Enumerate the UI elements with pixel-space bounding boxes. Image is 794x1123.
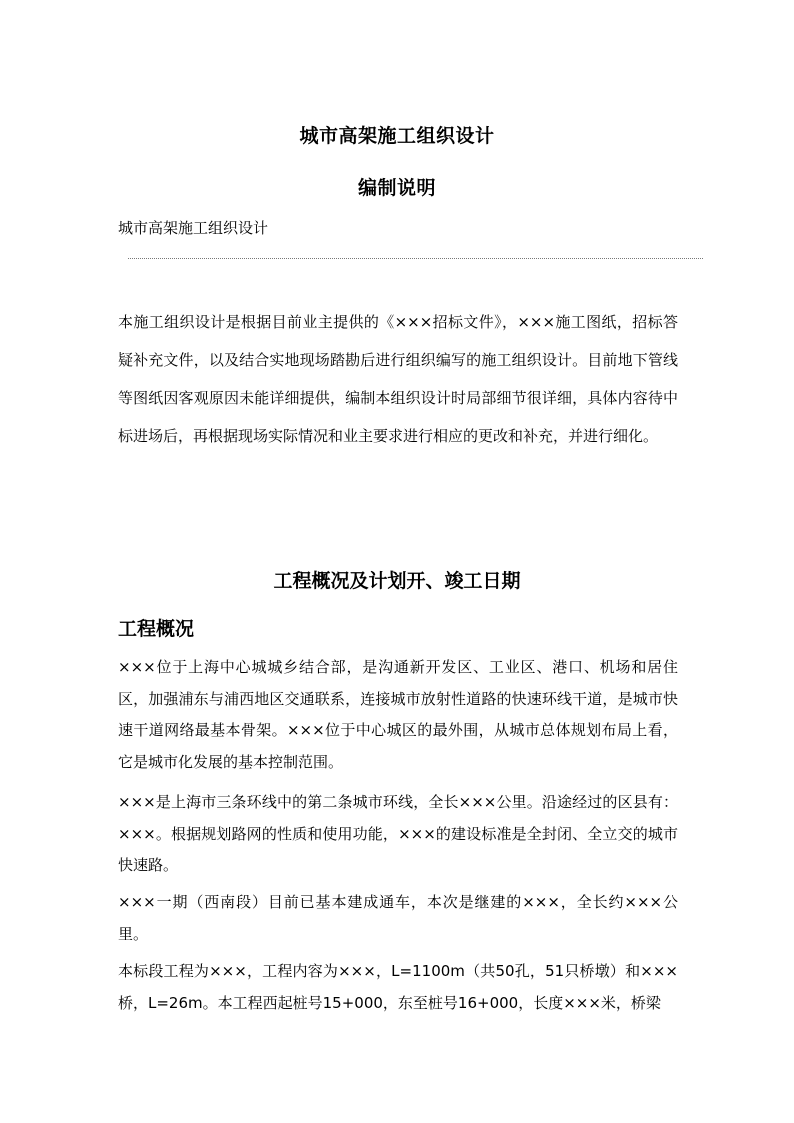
intro-paragraph: 本施工组织设计是根据目前业主提供的《×××招标文件》，×××施工图纸，招标答疑补充文件，以及结合实地现场踏勘后进行组织编写的施工组织设计。目前地下管线等图纸因客观原因未能详细提供，编制本组织设计时局部细节很详细，具体内容待中标进场后，再根据现场实际情况和业主要求进行相应的更改和补充，并进行细化。 (118, 313, 678, 445)
document-title: 城市高架施工组织设计 (299, 125, 495, 147)
body-paragraph-1: ×××位于上海中心城城乡结合部，是沟通新开发区、工业区、港口、机场和居住区，加强浦东与浦西地区交通联系，连接城市放射性道路的快速环线干道，是城市快速干道网络最基本骨架。×××位于中心城区的最外围，从城市总体规划布局上看，它是城市化发展的基本控制范围。 (118, 658, 678, 771)
header-divider (128, 258, 703, 259)
body-paragraph-2: ×××是上海市三条环线中的第二条城市环线，全长×××公里。沿途经过的区县有：×××。根据规划路网的性质和使用功能，×××的建设标准是全封闭、全立交的城市快速路。 (118, 793, 678, 874)
running-header: 城市高架施工组织设计 (118, 219, 269, 237)
body-paragraph-4: 本标段工程为×××，工程内容为×××，L=1100m（共50孔，51只桥墩）和×××桥，L=26m。本工程西起桩号15+000，东至桩号16+000，长度×××米，桥梁 (118, 962, 678, 1012)
subsection-heading: 工程概况 (118, 618, 195, 640)
body-paragraph-3: ×××一期（西南段）目前已基本建成通车，本次是继建的×××，全长约×××公里。 (118, 893, 678, 943)
section-heading: 工程概况及计划开、竣工日期 (273, 570, 521, 592)
preface-heading: 编制说明 (357, 177, 436, 199)
